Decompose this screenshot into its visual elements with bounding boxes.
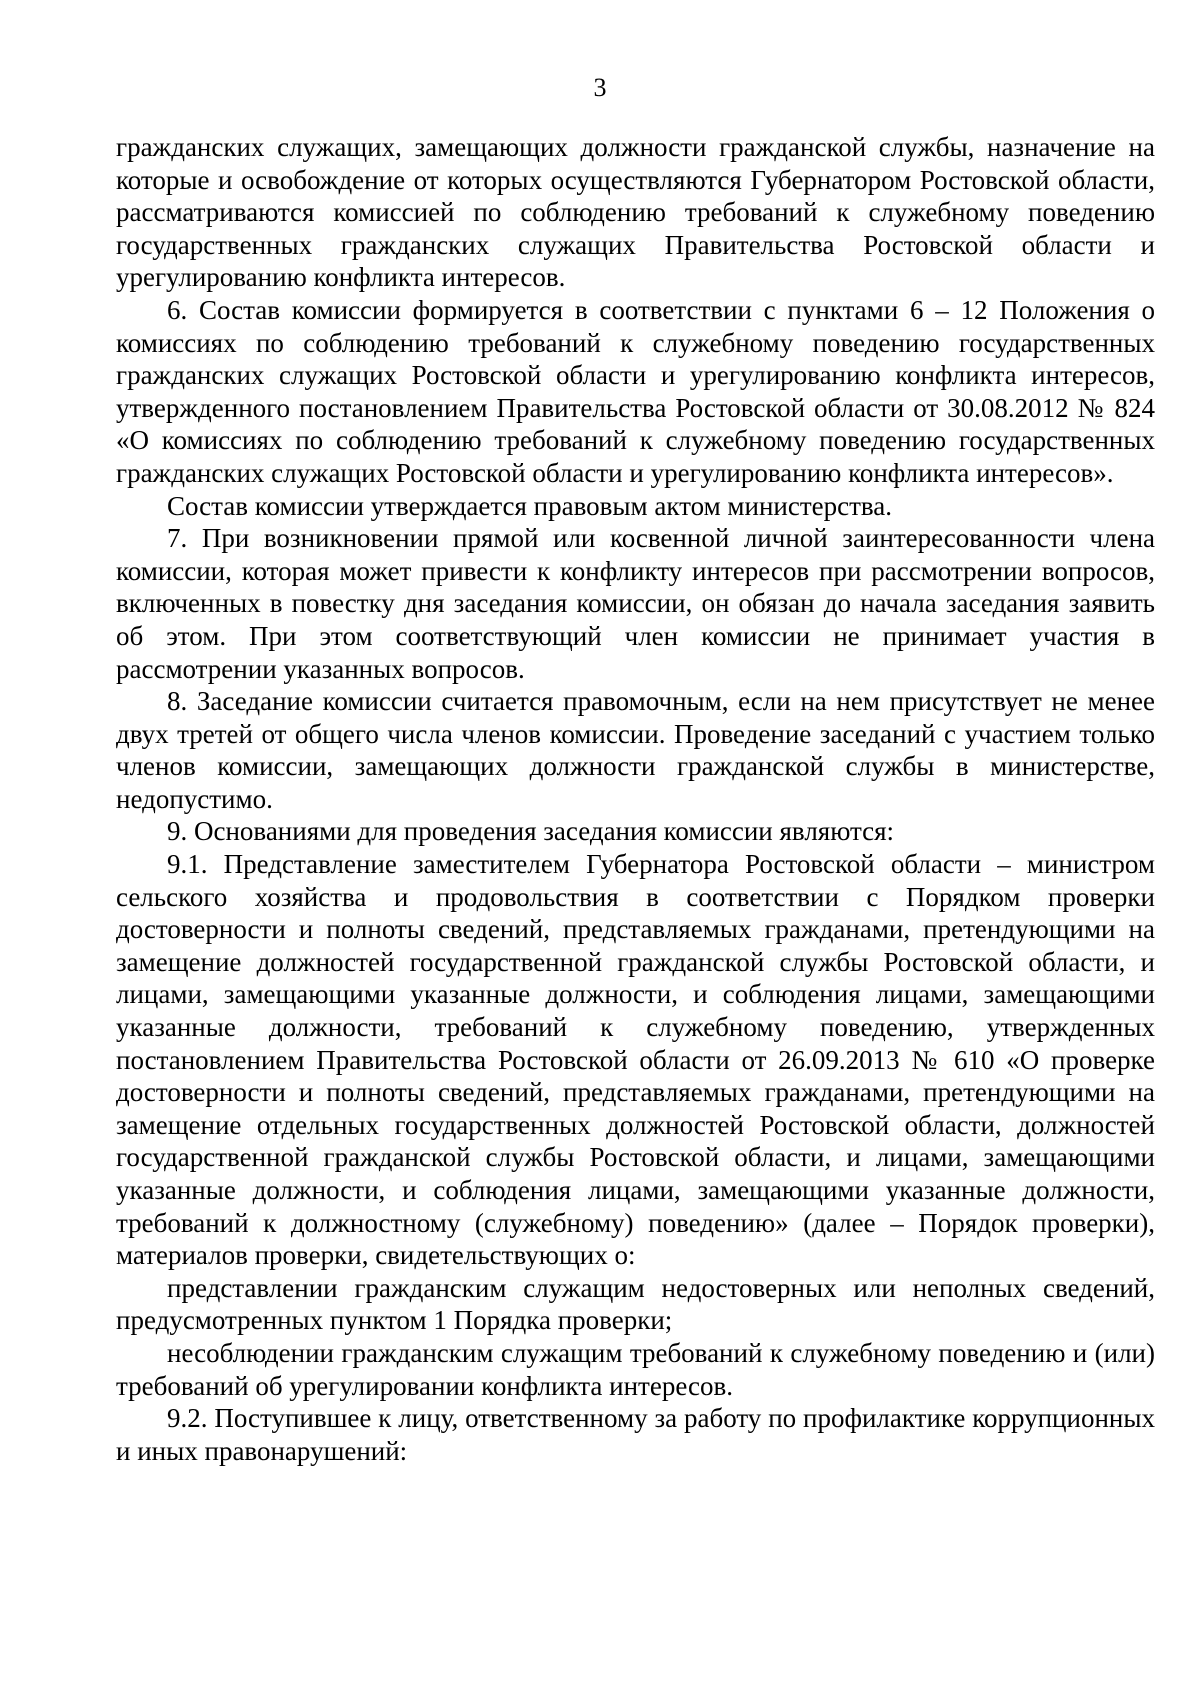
- paragraph-continuation: гражданских служащих, замещающих должности гражданской службы, назначение на которые и освобождение от которых осуществляются Губернатором Ростовской области, рассматриваются комиссией по соблюдению требований к служебному поведению государственных гражданских служащих Правительства Ростовской области и урегулированию конфликта интересов.: [116, 132, 1155, 293]
- paragraph-item-8: 8. Заседание комиссии считается правомочным, если на нем присутствует не менее двух третей от общего числа членов комиссии. Проведение заседаний с участием только членов комиссии, замещающих должности гражданской службы в министерстве, недопустимо.: [116, 686, 1155, 814]
- paragraph-item-9-2: 9.2. Поступившее к лицу, ответственному за работу по профилактике коррупционных и иных правонарушений:: [116, 1403, 1155, 1466]
- paragraph-item-9-1: 9.1. Представление заместителем Губернатора Ростовской области – министром сельского хозяйства и продовольствия в соответствии с Порядком проверки достоверности и полноты сведений, представляемых гражданами, претендующими на замещение должностей государственной гражданской службы Ростовской области, и лицами, замещающими указанные должности, и соблюдения лицами, замещающими указанные должности, требований к служебному поведению, утвержденных постановлением Правительства Ростовской области от 26.09.2013 № 610 «О проверке достоверности и полноты сведений, представляемых гражданами, претендующими на замещение отдельных государственных должностей Ростовской области, должностей государственной гражданской службы Ростовской области, и лицами, замещающими указанные должности, и соблюдения лицами, замещающими указанные должности, требований к должностному (служебному) поведению» (далее – Порядок проверки), материалов проверки, свидетельствующих о:: [116, 849, 1155, 1271]
- paragraph-item-9: 9. Основаниями для проведения заседания комиссии являются:: [167, 816, 895, 847]
- page-number: 3: [593, 73, 607, 102]
- document-body: [116, 131, 1155, 1467]
- paragraph-commission-composition: Состав комиссии утверждается правовым актом министерства.: [167, 490, 893, 521]
- paragraph-subitem-false-info: представлении гражданским служащим недостоверных или неполных сведений, предусмотренных пунктом 1 Порядка проверки;: [116, 1272, 1155, 1336]
- paragraph-subitem-noncompliance: несоблюдении гражданским служащим требований к служебному поведению и (или) требований об урегулировании конфликта интересов.: [116, 1337, 1155, 1401]
- paragraph-item-6: 6. Состав комиссии формируется в соответствии с пунктами 6 – 12 Положения о комиссиях по соблюдению требований к служебному поведению государственных гражданских служащих Ростовской области и урегулированию конфликта интересов, утвержденного постановлением Правительства Ростовской области от 30.08.2012 № 824 «О комиссиях по соблюдению требований к служебному поведению государственных гражданских служащих Ростовской области и урегулированию конфликта интересов».: [116, 294, 1155, 488]
- paragraph-item-7: 7. При возникновении прямой или косвенной личной заинтересованности члена комиссии, которая может привести к конфликту интересов при рассмотрении вопросов, включенных в повестку дня заседания комиссии, он обязан до начала заседания заявить об этом. При этом соответствующий член комиссии не принимает участия в рассмотрении указанных вопросов.: [116, 523, 1155, 684]
